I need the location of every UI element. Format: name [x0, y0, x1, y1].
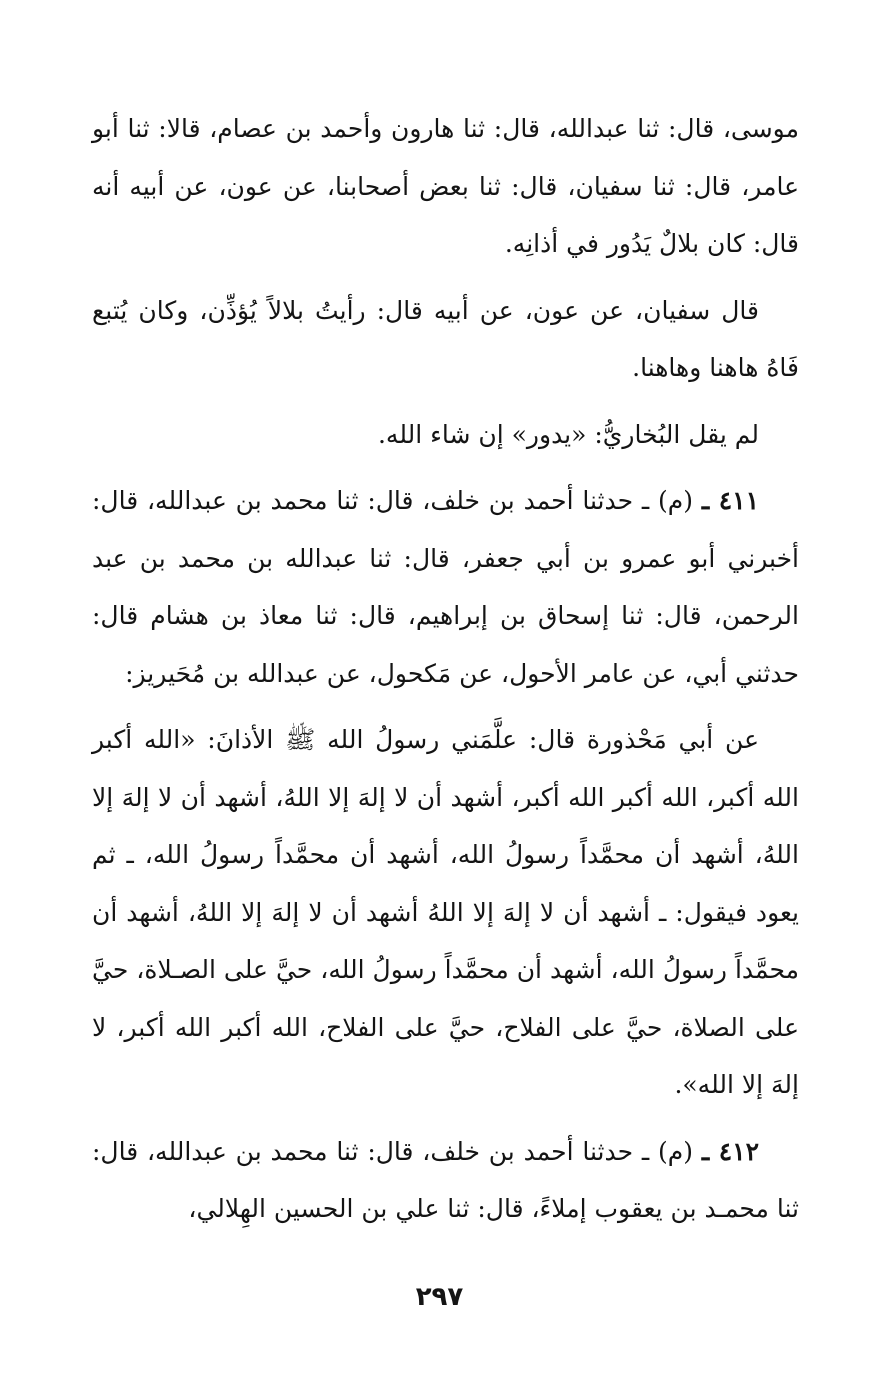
paragraph-3: [92, 406, 799, 464]
hadith-411-text: (م) ـ حدثنا أحمد بن خلف، قال: ثنا محمد بن عبدالله، قال: أخبرني أبو عمرو بن أبي جعفر، قال: ثنا عبدالله بن محمد بن عبد الرحمن، قال: ثنا إسحاق بن إبراهيم، قال: ثنا معاذ بن هشام قال: حدثني أبي، عن عامر الأحول، عن مَكحول، عن عبدالله بن مُحَيريز:: [92, 486, 799, 688]
paragraph-1-text: موسى، قال: ثنا عبدالله، قال: ثنا هارون وأحمد بن عصام، قالا: ثنا أبو عامر، قال: ثنا سفيان، قال: ثنا بعض أصحابنا، عن عون، عن أبيه أنه قال: كان بلالٌ يَدُور في أذانِه.: [92, 114, 799, 258]
hadith-412: [92, 1123, 799, 1238]
hadith-411: [92, 472, 799, 702]
paragraph-3-text: لم يقل البُخاريُّ: «يدور» إن شاء الله.: [377, 419, 759, 449]
page-number: ٢٩٧: [415, 1282, 464, 1312]
paragraph-2-text: قال سفيان، عن عون، عن أبيه قال: رأيتُ بلالاً يُؤذِّن، وكان يُتبع فَاهُ هاهنا وهاهنا.: [92, 295, 799, 382]
paragraph-5: [92, 711, 799, 1114]
paragraph-1: [92, 100, 799, 273]
hadith-412-number: ٤١٢ ـ: [701, 1136, 760, 1166]
body-text: [92, 100, 799, 1247]
hadith-412-text: (م) ـ حدثنا أحمد بن خلف، قال: ثنا محمد بن عبدالله، قال: ثنا محمـد بن يعقوب إملاءً، قال: ثنا علي بن الحسين الهِلالي،: [92, 1136, 799, 1223]
hadith-411-number: ٤١١ ـ: [701, 486, 760, 515]
paragraph-5-text: عن أبي مَحْذورة قال: علَّمَني رسولُ الله ﷺ الأذانَ: «الله أكبر الله أكبر، الله أكبر الله أكبر، أشهد أن لا إلهَ إلا اللهُ، أشهد أن لا إلهَ إلا اللهُ، أشهد أن محمَّداً رسولُ الله، أشهد أن محمَّداً رسولُ الله، ـ ثم يعود فيقول: ـ أشهد أن لا إلهَ إلا اللهُ أشهد أن لا إلهَ إلا اللهُ، أشهد أن محمَّداً رسولُ الله، أشهد أن محمَّداً رسولُ الله، حيَّ على الصـلاة، حيَّ على الصلاة، حيَّ على الفلاح، حيَّ على الفلاح، الله أكبر الله أكبر، لا إلهَ إلا الله».: [92, 725, 799, 1099]
paragraph-2: [92, 282, 799, 397]
